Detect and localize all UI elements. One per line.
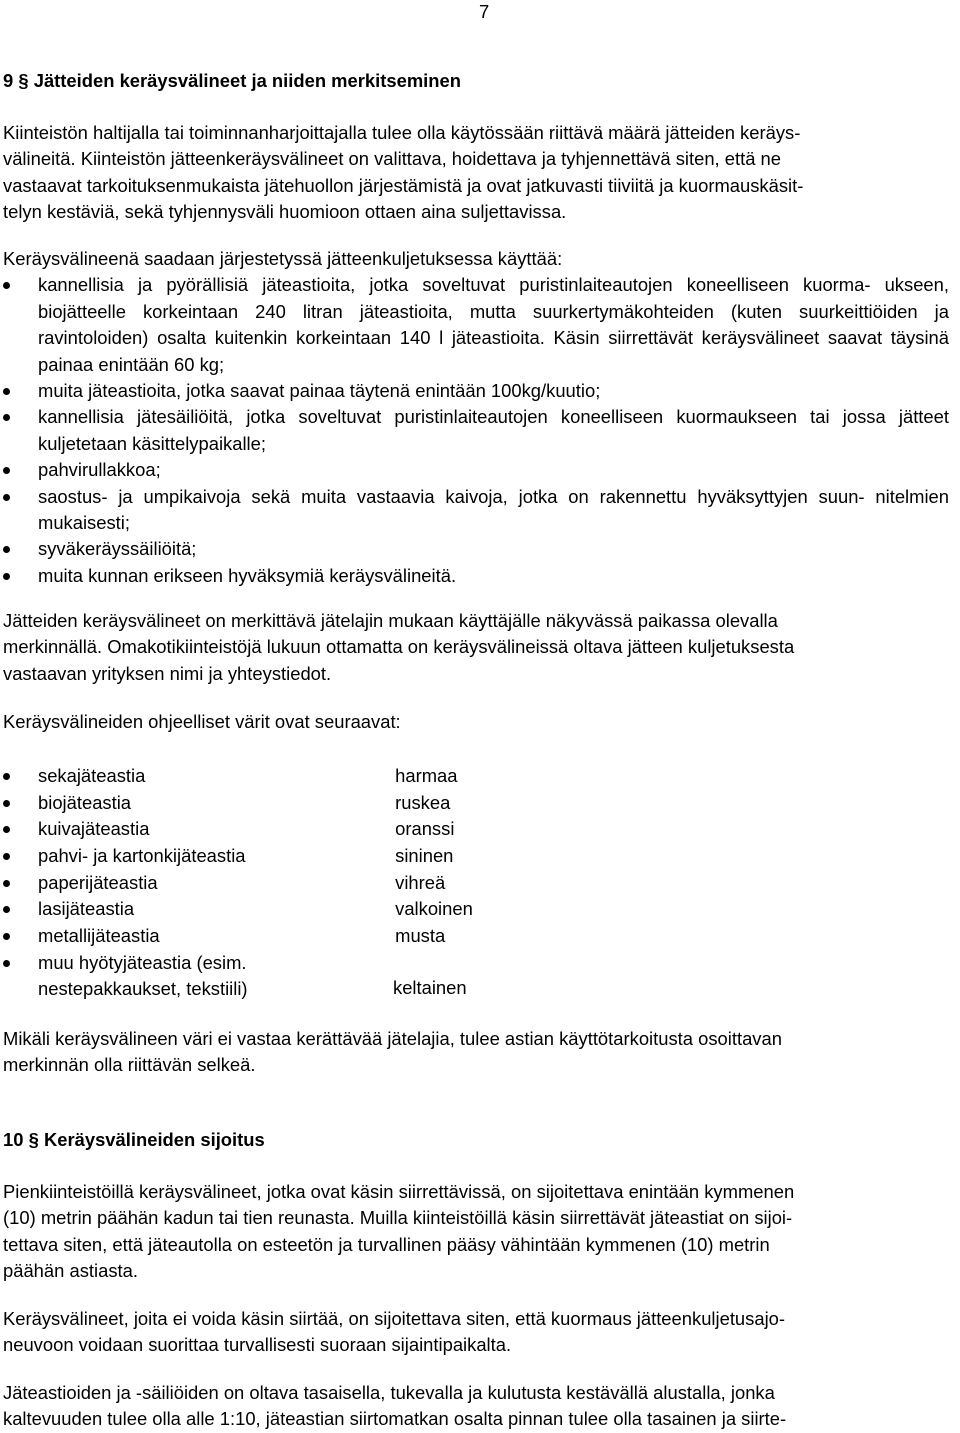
collection-equipment-list xyxy=(3,272,949,589)
color-row xyxy=(3,790,703,817)
section-10-title: Keräysvälineiden sijoitus xyxy=(43,1129,265,1150)
bin-type: sekajäteastia xyxy=(38,765,146,786)
bin-colors-list xyxy=(3,763,703,1002)
color-row xyxy=(3,896,703,923)
section-9-paragraph-1 xyxy=(3,120,949,226)
list-item: saostus- ja umpikaivoja sekä muita vastaavia kaivoja, jotka on rakennettu hyväksyttyjen suun- nitelmien mukaisesti; xyxy=(3,484,949,537)
text-line: merkinnällä. Omakotikiinteistöjä lukuun ottamatta on keräysvälineissä oltava jätteen kuljetuksesta xyxy=(3,636,795,658)
text-line: välineitä. Kiinteistön jätteenkeräysvälineet on valittava, hoidettava ja tyhjennettävä siten, että ne xyxy=(3,148,782,170)
page-number: 7 xyxy=(479,1,490,22)
bin-color: keltainen xyxy=(393,977,467,999)
color-row xyxy=(3,870,703,897)
bin-color: harmaa xyxy=(395,765,458,786)
bin-type-line: muu hyötyjäteastia (esim. xyxy=(38,951,247,973)
text-line: tettava siten, että jäteautolla on esteetön ja turvallinen pääsy vähintään kymmenen (10) metrin xyxy=(3,1233,770,1255)
bin-type: biojäteastia xyxy=(38,791,132,813)
section-9-paragraph-2 xyxy=(3,608,949,687)
list-item: syväkeräyssäiliöitä; xyxy=(3,536,949,562)
text-line: Jätteiden keräysvälineet on merkittävä jätelajin mukaan käyttäjälle näkyvässä paikassa olevalla xyxy=(3,610,778,631)
text-line: neuvoon voidaan suorittaa turvallisesti suoraan sijaintipaikalta. xyxy=(3,1334,512,1356)
list-item: kannellisia jätesäiliöitä, jotka soveltuvat puristinlaiteautojen koneelliseen kuormaukseen tai jossa jätteet kuljetetaan käsittelypaikalle; xyxy=(3,404,949,457)
bin-type: lasijäteastia xyxy=(38,898,135,920)
text-line: merkinnän olla riittävän selkeä. xyxy=(3,1054,256,1076)
list-item: muita jäteastioita, jotka saavat painaa täytenä enintään 100kg/kuutio; xyxy=(3,378,949,404)
list-item: kannellisia ja pyörällisiä jäteastioita, jotka soveltuvat puristinlaiteautojen koneelliseen kuorma- ukseen, biojätteelle korkeintaan 240 litran jäteastioita, mutta suurkertymäkohteiden (kuten suurkeittiöiden ja ravintoloiden) osalta kuitenkin korkeintaan 140 l jäteastioita. Käsin siirrettävät keräysvälineet saavat täysinä painaa enintään 60 kg; xyxy=(3,272,949,378)
color-row xyxy=(3,923,703,950)
color-row xyxy=(3,763,703,790)
text-line: (10) metrin päähän kadun tai tien reunasta. Muilla kiinteistöillä käsin siirrettävät jäteastiat on sijoi- xyxy=(3,1207,793,1229)
section-10-number: 10 xyxy=(3,1129,24,1150)
section-9-heading xyxy=(3,68,461,94)
text-line: Mikäli keräysvälineen väri ei vastaa kerättävää jätelajia, tulee astian käyttötarkoitusta osoittavan xyxy=(3,1028,782,1049)
section-symbol: § xyxy=(28,1129,39,1150)
section-10-paragraph-3 xyxy=(3,1380,949,1433)
bin-type: metallijäteastia xyxy=(38,925,160,947)
text-line: telyn kestäviä, sekä tyhjennysväli huomioon ottaen aina suljettavissa. xyxy=(3,201,567,223)
text-line: Kiinteistön haltijalla tai toiminnanharjoittajalla tulee olla käytössään riittävä määrä jätteiden keräys- xyxy=(3,122,801,143)
text-line: päähän astiasta. xyxy=(3,1260,138,1282)
section-10-paragraph-1 xyxy=(3,1179,949,1285)
bin-type xyxy=(38,950,358,1003)
bin-color: sininen xyxy=(395,845,454,867)
colors-intro: Keräysvälineiden ohjeelliset värit ovat seuraavat: xyxy=(3,711,401,732)
bin-type: kuivajäteastia xyxy=(38,818,150,840)
section-9-title: Jätteiden keräysvälineet ja niiden merkitseminen xyxy=(33,70,461,91)
list-item: pahvirullakkoa; xyxy=(3,457,949,483)
bin-color: musta xyxy=(395,925,446,947)
section-9-paragraph-3 xyxy=(3,1026,949,1079)
section-9-list-block xyxy=(3,246,949,589)
text-line: Jäteastioiden ja -säiliöiden on oltava tasaisella, tukevalla ja kulutusta kestävällä alustalla, jonka xyxy=(3,1382,775,1403)
text-line: vastaavat tarkoituksenmukaista jätehuollon järjestämistä ja ovat jatkuvasti tiiviitä ja kuormauskäsit- xyxy=(3,174,804,196)
bin-type: paperijäteastia xyxy=(38,871,158,893)
bin-color: oranssi xyxy=(395,818,455,840)
bin-color: vihreä xyxy=(395,871,446,893)
section-symbol: § xyxy=(18,70,29,91)
colors-intro-block xyxy=(3,709,949,735)
section-10-paragraph-2 xyxy=(3,1306,949,1359)
color-row xyxy=(3,950,703,1002)
text-line: Pienkiinteistöillä keräysvälineet, jotka ovat käsin siirrettävissä, on sijoitettava enintään kymmenen xyxy=(3,1181,795,1202)
bin-color: valkoinen xyxy=(395,898,473,920)
text-line: kaltevuuden tulee olla alle 1:10, jäteastian siirtomatkan osalta pinnan tulee olla tasainen ja siirte- xyxy=(3,1408,787,1430)
section-9-number: 9 xyxy=(3,70,14,91)
text-line: Keräysvälineet, joita ei voida käsin siirtää, on sijoitettava siten, että kuormaus jätteenkuljetusajo- xyxy=(3,1308,786,1329)
text-line: vastaavan yrityksen nimi ja yhteystiedot. xyxy=(3,662,332,684)
bin-color: ruskea xyxy=(395,791,451,813)
section-10-heading xyxy=(3,1127,265,1153)
list-item: muita kunnan erikseen hyväksymiä keräysvälineitä. xyxy=(3,563,949,589)
list-intro: Keräysvälineenä saadaan järjestetyssä jätteenkuljetuksessa käyttää: xyxy=(3,248,563,269)
bin-type-line: nestepakkaukset, tekstiili) xyxy=(38,978,248,1000)
bin-type: pahvi- ja kartonkijäteastia xyxy=(38,845,246,867)
color-row xyxy=(3,816,703,843)
color-row xyxy=(3,843,703,870)
